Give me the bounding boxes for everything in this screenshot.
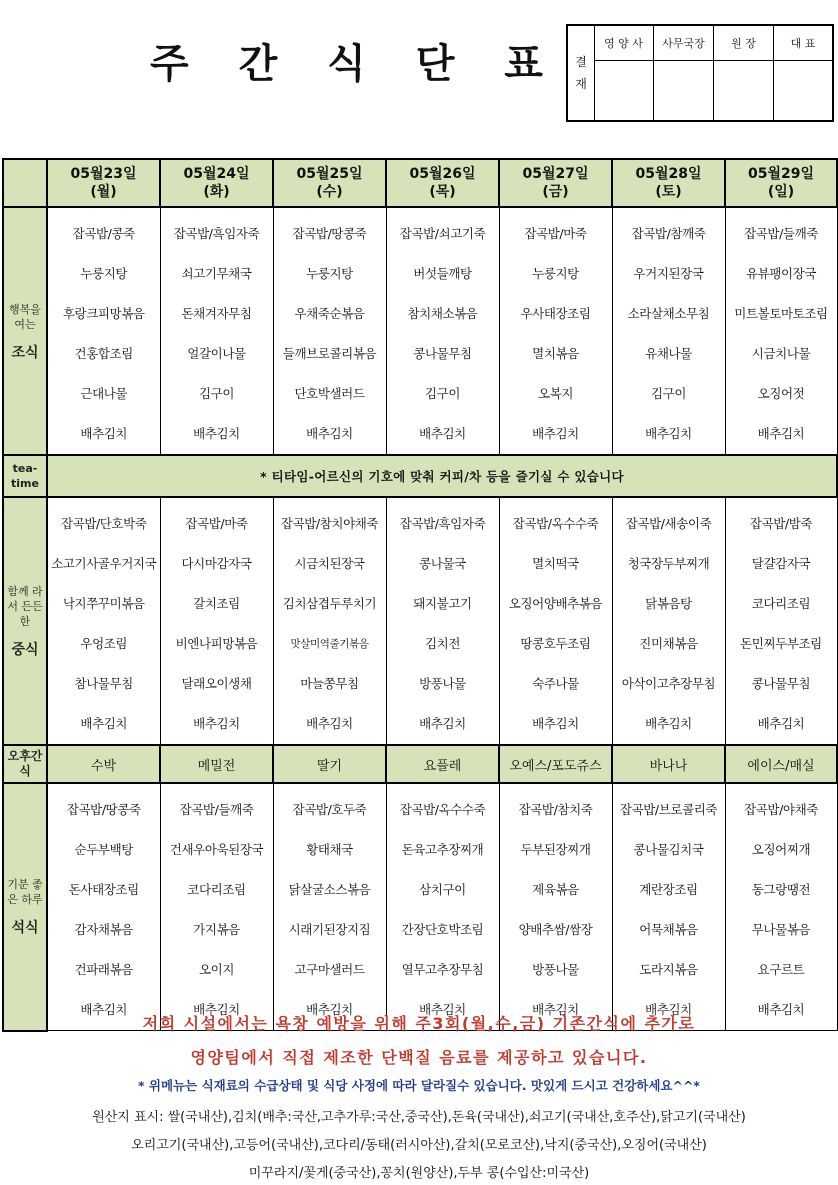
dish-item: 잡곡밥/흑임자죽: [173, 226, 260, 241]
dish-item: 잡곡밥/흑임자죽: [399, 516, 486, 531]
dish-item: 김치전: [424, 636, 461, 651]
dish-item: 김치삼겹두루치기: [282, 596, 377, 611]
dish-item: 동그랑땡전: [751, 882, 811, 897]
dinner-day-cell: [160, 783, 273, 1031]
dish-item: 배추김치: [306, 1002, 353, 1017]
meal-tagline: 행복을 여는: [9, 302, 41, 331]
approval-header-char: 재: [575, 77, 587, 91]
dish-item: 잡곡밥/옥수수죽: [399, 802, 486, 817]
dish-item: 잡곡밥/참치죽: [518, 802, 593, 817]
tea-time-row: [3, 455, 837, 497]
day-weekday: (일): [767, 184, 795, 200]
meal-label-snack: 오후간식: [3, 745, 47, 783]
dish-item: 삼치구이: [419, 882, 466, 897]
dinner-row: [3, 783, 837, 1031]
approval-role-label: 원 장: [714, 26, 773, 61]
day-date: 05월25일: [296, 166, 363, 182]
dish-item: 오징어젓: [757, 386, 805, 401]
dish-item: 잡곡밥/쇠고기죽: [399, 226, 486, 241]
breakfast-day-cell: [47, 207, 160, 455]
dish-item: 청국장두부찌개: [627, 556, 710, 571]
dish-item: 코다리조림: [751, 596, 811, 611]
dish-item: 누룽지탕: [80, 266, 128, 281]
dish-item: 배추김치: [532, 426, 579, 441]
lunch-day-cell: [499, 497, 612, 745]
breakfast-day-cell: [499, 207, 612, 455]
dish-item: 돼지불고기: [413, 596, 472, 611]
dish-item: 멸치볶음: [532, 346, 579, 361]
dinner-day-cell: [725, 783, 837, 1031]
dish-item: 닭살굴소스볶음: [288, 882, 371, 897]
meal-label-lunch: [3, 497, 47, 745]
lunch-day-cell: [47, 497, 160, 745]
dish-item: 오이지: [198, 962, 235, 977]
day-date: 05월26일: [409, 166, 476, 182]
approval-signature-slot: [594, 26, 654, 120]
lunch-day-cell: [386, 497, 499, 745]
dinner-day-cell: [499, 783, 612, 1031]
origin-label: 오리고기(국내산),고등어(국내산),코다리/동태(러시아산),갈치(모로코산),낙지(중국산),오징어(국내산): [131, 1138, 707, 1153]
dish-item: 우채죽순볶음: [294, 306, 365, 321]
breakfast-day-cell: [160, 207, 273, 455]
dish-item: 건홍합조림: [74, 346, 133, 361]
menu-change-note: * 위메뉴는 식재료의 수급상태 및 식당 사정에 따라 달라질수 있습니다. 맛있게 드시고 건강하세요^^*: [138, 1078, 700, 1093]
dish-item: 배추김치: [419, 1002, 466, 1017]
dish-item: 김구이: [424, 386, 461, 401]
meal-name: 석식: [11, 920, 39, 937]
dish-item: 배추김치: [80, 716, 128, 731]
dish-item: 후랑크피망볶음: [62, 306, 145, 321]
day-weekday: (목): [429, 184, 456, 200]
dish-item: 맛살미역줄기볶음: [290, 638, 369, 650]
dinner-day-cell: [612, 783, 725, 1031]
dish-item: 김구이: [198, 386, 235, 401]
lunch-day-cell: [160, 497, 273, 745]
approval-role-label: 영 양 사: [594, 26, 653, 61]
dish-item: 배추김치: [645, 1002, 692, 1017]
dish-item: 유뷰팽이장국: [745, 266, 817, 281]
snack-item: 딸기: [273, 745, 386, 783]
day-header: [612, 159, 725, 207]
dish-item: 잡곡밥/옥수수죽: [512, 516, 599, 531]
approval-header: [568, 26, 595, 120]
day-weekday: (수): [316, 184, 343, 200]
protein-drink-notice: 저희 시설에서는 욕창 예방을 위해 주3회(월,수,금) 기존간식에 추가로: [142, 1014, 696, 1033]
dish-item: 누룽지탕: [306, 266, 353, 281]
breakfast-row: [3, 207, 837, 455]
meal-label-breakfast: [3, 207, 47, 455]
day-header: [47, 159, 160, 207]
dish-item: 배추김치: [757, 716, 805, 731]
dish-item: 버섯들깨탕: [413, 266, 472, 281]
dish-item: 잡곡밥/땅콩죽: [66, 802, 141, 817]
breakfast-day-cell: [612, 207, 725, 455]
dish-item: 건파래볶음: [74, 962, 133, 977]
day-weekday: (월): [90, 184, 117, 200]
day-date: 05월24일: [183, 166, 250, 182]
dish-item: 쇠고기무채국: [181, 266, 252, 281]
dish-item: 코다리조림: [187, 882, 246, 897]
dish-item: 유채나물: [645, 346, 692, 361]
dish-item: 콩나물무침: [413, 346, 472, 361]
dish-item: 오징어찌개: [751, 842, 811, 857]
dish-item: 배추김치: [193, 1002, 240, 1017]
day-header: [725, 159, 837, 207]
dish-item: 잡곡밥/마죽: [524, 226, 587, 241]
snack-item: 바나나: [612, 745, 725, 783]
approval-header-char: 결: [575, 55, 587, 69]
dish-item: 잡곡밥/호두죽: [292, 802, 367, 817]
approval-signature-slot: [774, 26, 832, 120]
dish-item: 배추김치: [757, 1002, 805, 1017]
dish-item: 배추김치: [532, 716, 579, 731]
lunch-day-cell: [612, 497, 725, 745]
origin-label: 미꾸라지/꽃게(중국산),꽁치(원양산),두부 콩(수입산:미국산): [248, 1166, 590, 1181]
dish-item: 미트볼토마토조림: [734, 306, 828, 321]
lunch-day-cell: [273, 497, 386, 745]
dish-item: 배추김치: [193, 426, 240, 441]
dish-item: 진미채볶음: [639, 636, 698, 651]
protein-drink-notice-2: 영양팀에서 직접 제조한 단백질 음료를 제공하고 있습니다.: [190, 1048, 648, 1067]
meal-name: 조식: [11, 344, 39, 361]
approval-box: [566, 24, 834, 122]
snack-item: 요플레: [386, 745, 499, 783]
dish-item: 잡곡밥/콩죽: [72, 226, 135, 241]
dish-item: 시금치나물: [751, 346, 811, 361]
date-header-row: [3, 159, 837, 207]
dish-item: 잡곡밥/야채죽: [744, 802, 818, 817]
dish-item: 콩나물국: [419, 556, 466, 571]
day-header: [499, 159, 612, 207]
dish-item: 돈채겨자무침: [181, 306, 252, 321]
dish-item: 배추김치: [80, 1002, 128, 1017]
dish-item: 돈민찌두부조림: [740, 636, 822, 651]
dish-item: 어묵채볶음: [639, 922, 698, 937]
dish-item: 멸치떡국: [532, 556, 579, 571]
dish-item: 배추김치: [306, 426, 353, 441]
dish-item: 잡곡밥/들깨죽: [179, 802, 254, 817]
day-weekday: (화): [203, 184, 230, 200]
meal-label-tea: [3, 455, 47, 497]
breakfast-day-cell: [273, 207, 386, 455]
dish-item: 우사태장조림: [520, 306, 591, 321]
dish-item: 고구마샐러드: [294, 962, 365, 977]
dish-item: 건새우아욱된장국: [169, 842, 264, 857]
dish-item: 제육볶음: [532, 882, 579, 897]
tea-label: tea-time: [11, 462, 39, 490]
dish-item: 방풍나물: [532, 962, 579, 977]
dish-item: 계란장조림: [639, 882, 698, 897]
dish-item: 배추김치: [306, 716, 353, 731]
day-date: 05월29일: [747, 166, 814, 182]
dish-item: 배추김치: [645, 716, 692, 731]
dish-item: 돈육고추장찌개: [401, 842, 484, 857]
day-header: [160, 159, 273, 207]
snack-item: 수박: [47, 745, 160, 783]
dish-item: 배추김치: [645, 426, 692, 441]
dish-item: 잡곡밥/참치야채죽: [280, 516, 379, 531]
dish-item: 잡곡밥/들깨죽: [744, 226, 818, 241]
dish-item: 배추김치: [419, 716, 466, 731]
dish-item: 도라지볶음: [639, 962, 698, 977]
dish-item: 들깨브로콜리볶음: [282, 346, 377, 361]
dish-item: 달래오이생채: [181, 676, 252, 691]
dish-item: 오복지: [537, 386, 574, 401]
dish-item: 숙주나물: [532, 676, 579, 691]
dish-item: 배추김치: [757, 426, 805, 441]
dish-item: 방풍나물: [419, 676, 466, 691]
page-title: 주 간 식 단 표: [150, 41, 561, 87]
dish-item: 간장단호박조림: [401, 922, 484, 937]
dish-item: 비엔나피망볶음: [175, 636, 258, 651]
lunch-row: [3, 497, 837, 745]
dinner-day-cell: [273, 783, 386, 1031]
dish-item: 양배추쌈/쌈장: [518, 922, 593, 937]
dish-item: 콩나물무침: [751, 676, 811, 691]
snack-row: [3, 745, 837, 783]
dish-item: 참치채소볶음: [407, 306, 478, 321]
dish-item: 잡곡밥/새송이죽: [625, 516, 712, 531]
dish-item: 마늘쫑무침: [300, 676, 359, 691]
dish-item: 소라살채소무침: [627, 306, 710, 321]
dish-item: 열무고추장무침: [401, 962, 484, 977]
dish-item: 누룽지탕: [532, 266, 579, 281]
dish-item: 배추김치: [419, 426, 466, 441]
approval-role-label: 사무국장: [654, 26, 713, 61]
dish-item: 소고기사골우거지국: [51, 556, 157, 571]
dish-item: 잡곡밥/브로콜리죽: [619, 802, 718, 817]
dish-item: 우거지된장국: [633, 266, 704, 281]
meal-name: 중식: [11, 642, 39, 658]
dish-item: 요구르트: [757, 962, 805, 977]
dish-item: 황태채국: [306, 842, 353, 857]
tea-time-note: * 티타임-어르신의 기호에 맞춰 커피/차 등을 즐기실 수 있습니다: [47, 455, 837, 497]
snack-item: 메밀전: [160, 745, 273, 783]
dish-item: 돈사태장조림: [68, 882, 139, 897]
dish-item: 잡곡밥/단호박죽: [60, 516, 147, 531]
dish-item: 배추김치: [80, 426, 128, 441]
dish-item: 잡곡밥/땅콩죽: [292, 226, 367, 241]
dish-item: 단호박샐러드: [294, 386, 365, 401]
lunch-day-cell: [725, 497, 837, 745]
breakfast-day-cell: [725, 207, 837, 455]
corner-cell: [3, 159, 47, 207]
dish-item: 근대나물: [80, 386, 128, 401]
day-weekday: (금): [542, 184, 569, 200]
breakfast-day-cell: [386, 207, 499, 455]
day-header: [386, 159, 499, 207]
day-header: [273, 159, 386, 207]
meal-label-dinner: [3, 783, 47, 1031]
approval-role-label: 대 표: [774, 26, 832, 61]
day-weekday: (토): [655, 184, 682, 200]
dish-item: 얼갈이나물: [187, 346, 246, 361]
dish-item: 잡곡밥/참깨죽: [631, 226, 706, 241]
dish-item: 참나물무침: [74, 676, 133, 691]
snack-item: 오예스/포도쥬스: [499, 745, 612, 783]
dinner-day-cell: [47, 783, 160, 1031]
origin-label: 원산지 표시: 쌀(국내산),김치(배추:국산,고추가루:국산,중국산),돈육(국내산),쇠고기(국내산,호주산),닭고기(국내산): [92, 1110, 746, 1125]
dish-item: 두부된장찌개: [520, 842, 591, 857]
day-date: 05월28일: [635, 166, 702, 182]
dish-item: 시래기된장지짐: [288, 922, 371, 937]
dish-item: 땅콩호두조림: [520, 636, 591, 651]
dish-item: 오징어양배추볶음: [508, 596, 603, 611]
day-date: 05월27일: [522, 166, 589, 182]
dish-item: 배추김치: [193, 716, 240, 731]
dish-item: 콩나물김치국: [633, 842, 704, 857]
dinner-day-cell: [386, 783, 499, 1031]
weekly-menu-table: [2, 158, 838, 1032]
dish-item: 김구이: [650, 386, 687, 401]
dish-item: 달걀감자국: [751, 556, 811, 571]
dish-item: 가지볶음: [193, 922, 240, 937]
dish-item: 낙지쭈꾸미볶음: [62, 596, 145, 611]
dish-item: 잡곡밥/마죽: [185, 516, 248, 531]
dish-item: 감자채볶음: [74, 922, 133, 937]
dish-item: 순두부백탕: [74, 842, 133, 857]
snack-item: 에이스/매실: [725, 745, 837, 783]
dish-item: 우엉조림: [80, 636, 128, 651]
meal-tagline: 기분 좋은 하루: [7, 878, 43, 907]
dish-item: 배추김치: [532, 1002, 579, 1017]
dish-item: 시금치된장국: [294, 556, 365, 571]
dish-item: 무나물볶음: [751, 922, 811, 937]
dish-item: 다시마감자국: [181, 556, 252, 571]
dish-item: 아삭이고추장무침: [621, 676, 716, 691]
meal-tagline: 함께 라서 든든한: [7, 585, 43, 628]
day-date: 05월23일: [70, 166, 137, 182]
approval-signature-slot: [714, 26, 774, 120]
dish-item: 갈치조림: [193, 596, 240, 611]
dish-item: 닭볶음탕: [645, 596, 692, 611]
dish-item: 잡곡밥/밤죽: [749, 516, 813, 531]
approval-signature-slot: [654, 26, 714, 120]
